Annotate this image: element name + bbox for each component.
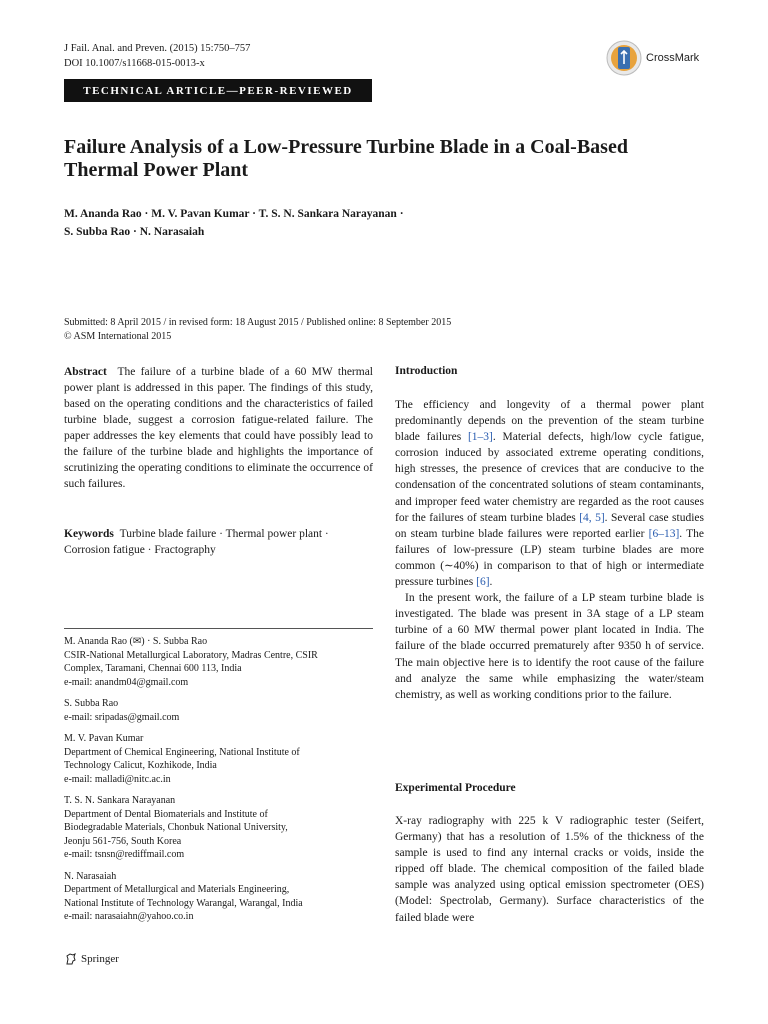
crossmark-icon [606, 40, 642, 76]
text-run: . Material defects, high/low cycle fatigue, corrosion induced by associated extreme operating conditions, high stresses, the presence of crevices that are conducive to the condensation of the concentrated solutions of steam contaminants, and improper feed water chemistry are regarded as the root causes for the failures of steam turbine blades [395, 431, 704, 524]
affiliation-line: M. Ananda Rao (✉) · S. Subba Rao [64, 636, 208, 647]
keywords-text: Turbine blade failure · Thermal power plant · Corrosion fatigue · Fractography [64, 528, 329, 556]
affiliation-block [64, 870, 373, 924]
affiliation-divider [64, 628, 373, 629]
citation-link[interactable]: [6] [476, 576, 490, 589]
doi[interactable]: DOI 10.1007/s11668-015-0013-x [64, 58, 205, 69]
abstract [64, 364, 373, 492]
email-link[interactable]: e-mail: tsnsn@rediffmail.com [64, 849, 185, 860]
affiliation-line: National Institute of Technology Warangal, Warangal, India [64, 897, 303, 909]
affiliation-line: Department of Chemical Engineering, National Institute of [64, 746, 300, 758]
citation-link[interactable]: [4, 5] [579, 511, 605, 524]
introduction-heading: Introduction [395, 365, 458, 377]
affiliation-block [64, 794, 373, 862]
email-link[interactable]: e-mail: malladi@nitc.ac.in [64, 773, 171, 785]
affiliation-line: CSIR-National Metallurgical Laboratory, Madras Centre, CSIR [64, 649, 318, 661]
introduction-paragraph-2: In the present work, the failure of a LP steam turbine blade is investigated. The blade was present in 3A stage of a LP steam turbine of a 60 MW thermal power plant located in India. The failure of the blade occurred prematurely after 9350 h of service. The main objective here is to identify the root cause of the failure and analyze the same while emphasizing the water/steam chemistry, as well as working conditions prior to the failure. [395, 592, 704, 701]
submission-dates: Submitted: 8 April 2015 / in revised form: 18 August 2015 / Published online: 8 September 2015 [64, 317, 452, 328]
author-list [64, 205, 704, 241]
affiliation-line: M. V. Pavan Kumar [64, 733, 144, 744]
publisher-footer [64, 952, 119, 966]
affiliation-line: Department of Metallurgical and Materials Engineering, [64, 884, 290, 895]
email-link[interactable]: e-mail: anandm04@gmail.com [64, 676, 189, 688]
crossmark-label: CrossMark [646, 52, 700, 64]
affiliation-line: S. Subba Rao [64, 698, 119, 709]
affiliation-line: Jeonju 561-756, South Korea [64, 835, 182, 847]
springer-horse-icon [64, 952, 78, 966]
keywords [64, 526, 373, 558]
copyright-line: © ASM International 2015 [64, 330, 172, 342]
experimental-body [395, 813, 704, 926]
abstract-label: Abstract [64, 366, 107, 378]
article-type-banner: TECHNICAL ARTICLE—PEER-REVIEWED [64, 79, 372, 102]
keywords-label: Keywords [64, 528, 114, 540]
author-line-2: S. Subba Rao · N. Narasaiah [64, 226, 205, 238]
author-line-1: M. Ananda Rao · M. V. Pavan Kumar · T. S. N. Sankara Narayanan · [64, 208, 404, 220]
affiliation-line: Complex, Taramani, Chennai 600 113, India [64, 663, 242, 674]
citation-link[interactable]: [6–13] [648, 527, 680, 540]
journal-citation: J Fail. Anal. and Preven. (2015) 15:750–757 [64, 43, 251, 54]
email-link[interactable]: e-mail: narasaiahn@yahoo.co.in [64, 911, 194, 922]
affiliation-line: T. S. N. Sankara Narayanan [64, 795, 176, 806]
affiliation-block [64, 732, 373, 786]
affiliation-line: Technology Calicut, Kozhikode, India [64, 760, 217, 771]
affiliation-line: N. Narasaiah [64, 870, 117, 882]
journal-meta [64, 41, 250, 71]
citation-link[interactable]: [1–3] [467, 431, 493, 444]
email-link[interactable]: e-mail: sripadas@gmail.com [64, 711, 180, 723]
crossmark-badge[interactable] [606, 40, 726, 76]
publisher-name: Springer [81, 953, 119, 965]
introduction-body [395, 397, 704, 703]
experimental-paragraph-1: X-ray radiography with 225 k V radiographic tester (Seifert, Germany) that has a resolution of 1.5% of the thickness of the sample is used to find any internal cracks or voids, inside the ripped off blade. The chemical composition of the failed blade sample was analyzed using optical emission spectrometer (OES) (Model: Spectrolab, Germany). Surface characteristics of the failed blade were [395, 815, 704, 924]
introduction-paragraph-1 [395, 397, 704, 590]
text-run: . Several case studies on steam turbine blade failures were reported earlier [395, 511, 704, 540]
affiliations [64, 635, 373, 932]
affiliation-block [64, 697, 373, 724]
publication-dates [64, 316, 704, 343]
affiliation-line: Department of Dental Biomaterials and Institute of [64, 808, 268, 820]
affiliation-block [64, 635, 373, 689]
affiliation-line: Biodegradable Materials, Chonbuk National University, [64, 822, 288, 833]
text-run: . [489, 576, 493, 589]
text-run: The efficiency and longevity of a thermal power plant predominantly depends on the prevention of the steam turbine blade failures [395, 399, 704, 444]
paper-title [64, 136, 704, 182]
text-run: . The failures of low-pressure (LP) steam turbine blades are more common (∼40%) in comparison to that of high or intermediate pressure turbines [395, 527, 704, 589]
experimental-heading: Experimental Procedure [395, 782, 516, 794]
title-line-1: Failure Analysis of a Low-Pressure Turbine Blade in a Coal-Based [64, 136, 628, 158]
abstract-text: The failure of a turbine blade of a 60 MW thermal power plant is addressed in this paper. The findings of this study, based on the operating conditions and the characteristics of failed turbine blade, suggest a corrosion fatigue-related failure. The paper addresses the key elements that could have possibly lead to the failure of the turbine blade and highlights the importance of scrutinizing the operating conditions to eliminate the occurrence of such failures. [64, 366, 374, 490]
title-line-2: Thermal Power Plant [64, 159, 249, 181]
